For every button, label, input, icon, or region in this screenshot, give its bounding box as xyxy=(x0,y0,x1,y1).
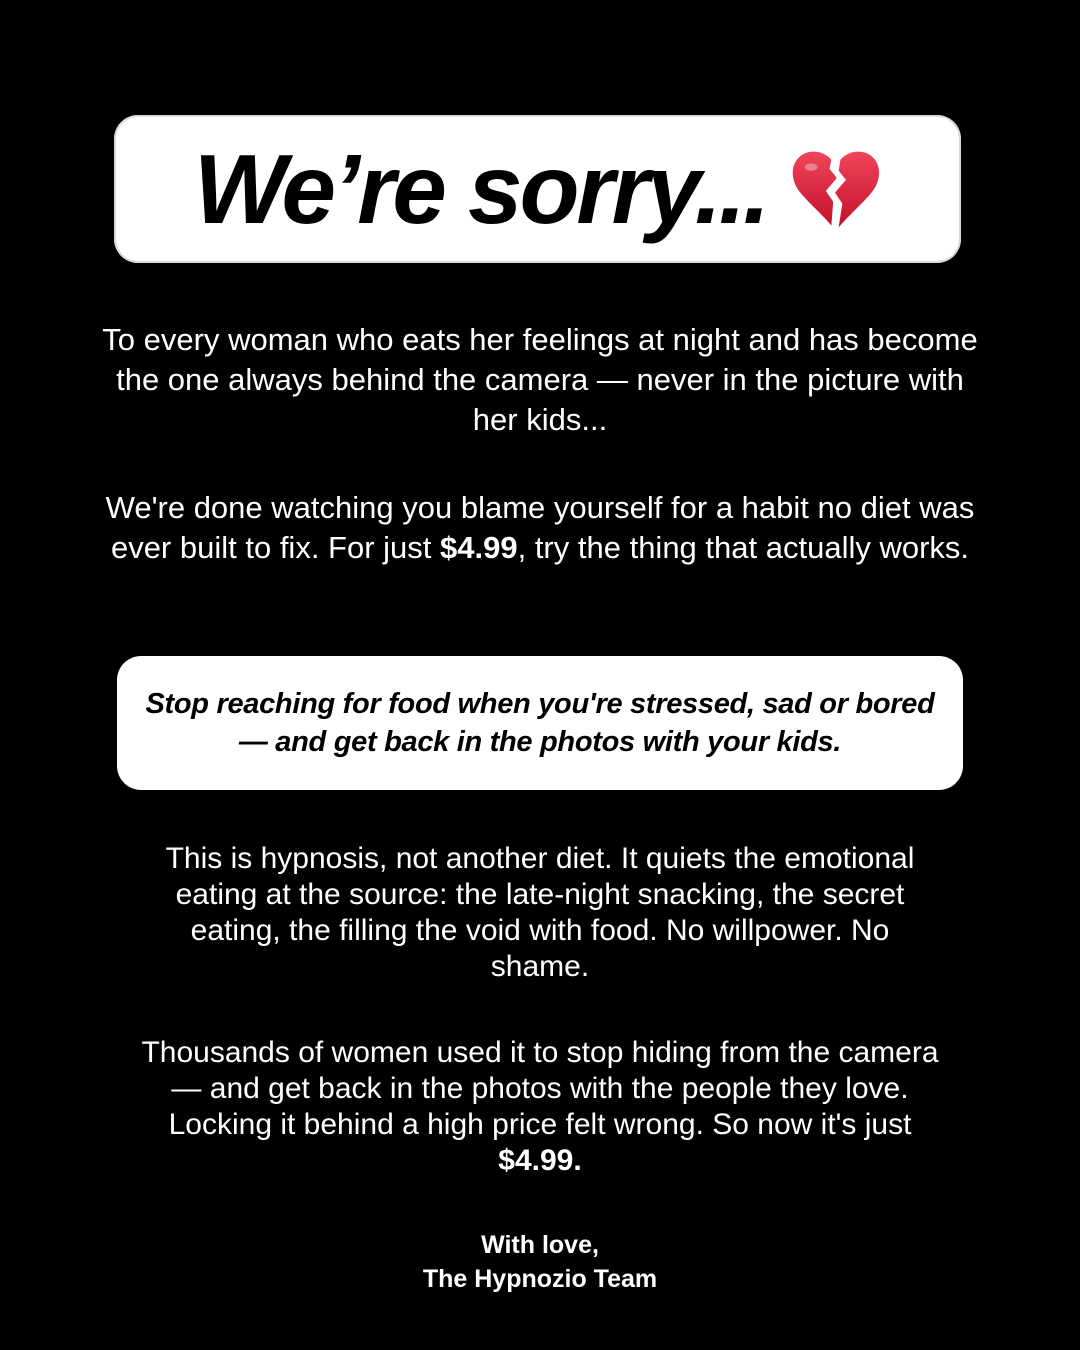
social-proof-paragraph xyxy=(140,1035,940,1179)
explanation-paragraph: This is hypnosis, not another diet. It quiets the emotional eating at the source: the late-night snacking, the secret eating, the filling the void with food. No willpower. No shame. xyxy=(165,842,915,983)
signoff xyxy=(0,1228,1080,1296)
signoff-team-name: The Hypnozio Team xyxy=(422,1265,658,1293)
callout-text: Stop reaching for food when you're stressed, sad or bored — and get back in the photos with your kids. xyxy=(145,688,935,758)
headline-card xyxy=(114,115,961,263)
social-proof-text: Thousands of women used it to stop hiding from the camera — and get back in the photos with the people they love. Locking it behind a high price felt wrong. So now it's just xyxy=(141,1036,939,1141)
offer-paragraph xyxy=(100,488,980,568)
headline-title: We’re sorry... xyxy=(193,134,768,244)
signoff-line1: With love, xyxy=(481,1231,599,1259)
callout-card xyxy=(117,656,963,790)
intro-paragraph: To every woman who eats her feelings at night and has become the one always behind the camera — never in the picture with her kids... xyxy=(102,322,978,437)
offer-text-after: , try the thing that actually works. xyxy=(517,530,970,565)
offer-price: $4.99 xyxy=(440,530,518,565)
broken-heart-icon xyxy=(789,147,881,231)
social-proof-price: $4.99. xyxy=(498,1144,582,1177)
offer-text-before: We're done watching you blame yourself for a habit no diet was ever built to fix. For just xyxy=(105,490,975,565)
